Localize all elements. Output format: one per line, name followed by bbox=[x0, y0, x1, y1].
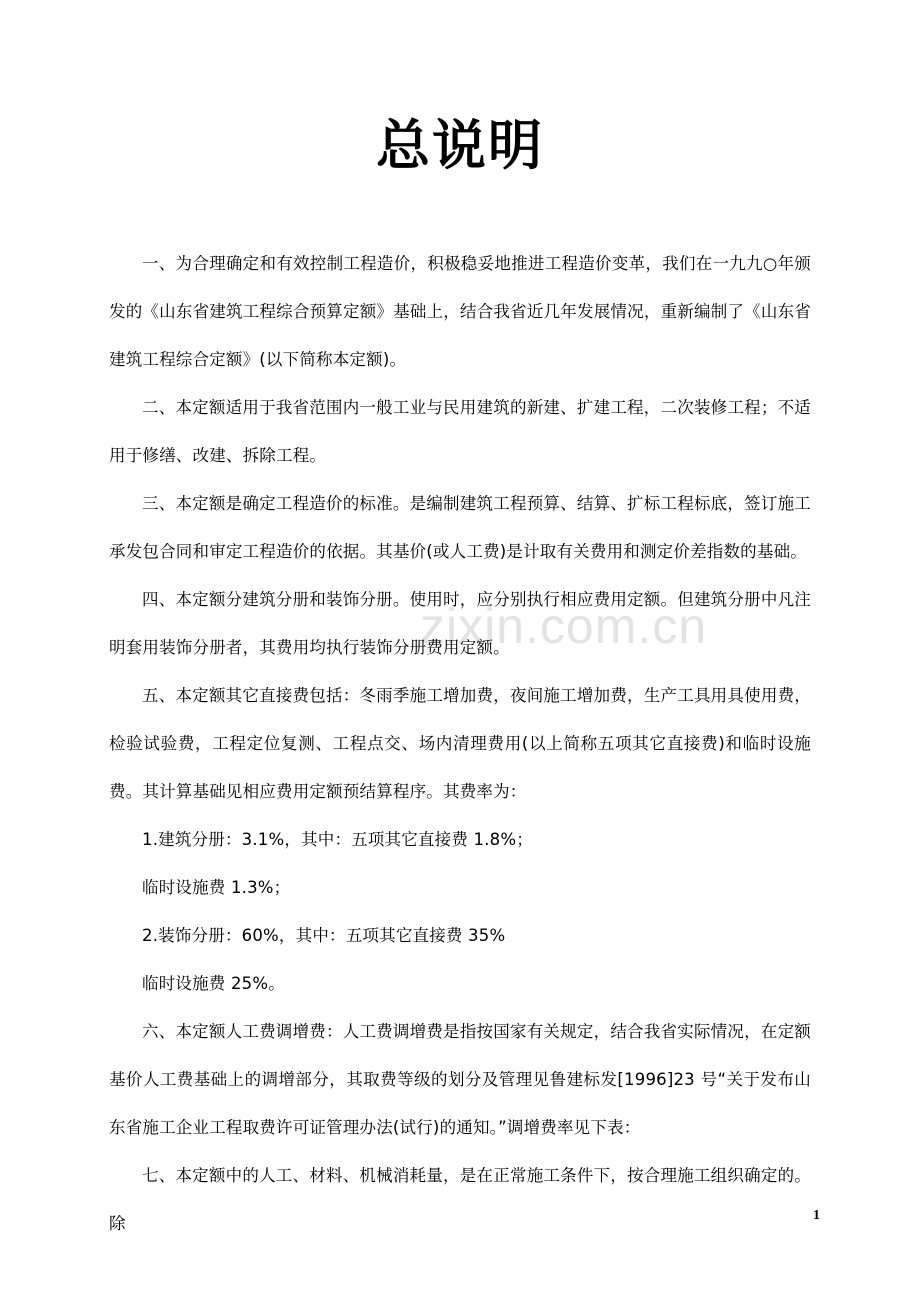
paragraph-6: 六、本定额人工费调增费：人工费调增费是指按国家有关规定，结合我省实际情况，在定额基价人工费基础上的调增部分，其取费等级的划分及管理见鲁建标发[1996]23 号“关于发布山东省施工企业工程取费许可证管理办法(试行)的通知。”调增费率见下表： bbox=[109, 1022, 811, 1137]
rate-line-1: 1.建筑分册：3.1%，其中：五项其它直接费 1.8%； bbox=[142, 830, 533, 849]
rate-line-2: 临时设施费 1.3%； bbox=[142, 878, 291, 897]
paragraph-1: 一、为合理确定和有效控制工程造价，积极稳妥地推进工程造价变革，我们在一九九○年颁发的《山东省建筑工程综合预算定额》基础上，结合我省近几年发展情况，重新编制了《山东省建筑工程综合定额》(以下简称本定额)。 bbox=[109, 254, 811, 369]
page-number: 1 bbox=[813, 1208, 820, 1223]
paragraph-4: 四、本定额分建筑分册和装饰分册。使用时，应分别执行相应费用定额。但建筑分册中凡注明套用装饰分册者，其费用均执行装饰分册费用定额。 bbox=[109, 590, 811, 657]
paragraph-7: 七、本定额中的人工、材料、机械消耗量，是在正常施工条件下，按合理施工组织确定的。除 bbox=[109, 1166, 811, 1233]
watermark: zixin.com.cn bbox=[420, 598, 708, 654]
document-body bbox=[109, 240, 811, 1248]
rate-line-3: 2.装饰分册：60%，其中：五项其它直接费 35% bbox=[142, 926, 506, 945]
paragraph-2: 二、本定额适用于我省范围内一般工业与民用建筑的新建、扩建工程，二次装修工程；不适用于修缮、改建、拆除工程。 bbox=[109, 398, 811, 465]
rate-line-4: 临时设施费 25%。 bbox=[142, 974, 285, 993]
paragraph-5: 五、本定额其它直接费包括：冬雨季施工增加费，夜间施工增加费，生产工具用具使用费，检验试验费，工程定位复测、工程点交、场内清理费用(以上简称五项其它直接费)和临时设施费。其计算基础见相应费用定额预结算程序。其费率为： bbox=[109, 686, 811, 801]
page-title: 总说明 bbox=[376, 114, 544, 177]
paragraph-3: 三、本定额是确定工程造价的标准。是编制建筑工程预算、结算、扩标工程标底，签订施工承发包合同和审定工程造价的依据。其基价(或人工费)是计取有关费用和测定价差指数的基础。 bbox=[109, 494, 811, 561]
